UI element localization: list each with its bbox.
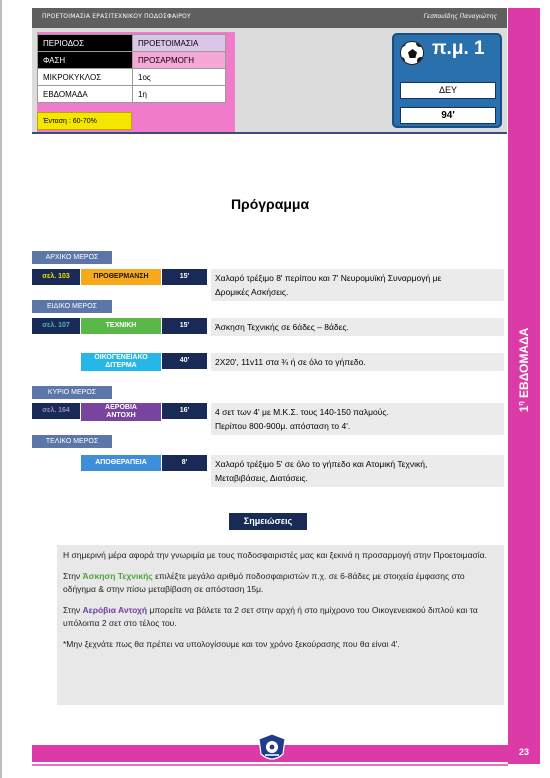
row-exercise-line: ΑΕΡΟΒΙΑ (105, 404, 137, 411)
header-divider (32, 132, 507, 134)
soccer-ball-icon (400, 41, 424, 65)
note-highlight: Άσκηση Τεχνικής (82, 571, 153, 581)
row-exercise (81, 353, 161, 371)
notes-box (57, 545, 504, 705)
row-duration: 15' (162, 318, 207, 334)
info-row-week (38, 86, 226, 103)
week-value: 1η (133, 86, 226, 103)
row-duration: 15' (162, 269, 207, 285)
row-description-line: Δρομικές Ασκήσεις. (215, 287, 289, 297)
period-label: ΠΕΡΙΟΔΟΣ (38, 35, 133, 52)
row-description-line: Χαλαρό τρέξιμο 8' περίπου και 7' Νευρομυϊκή Συναρμογή με (215, 273, 442, 283)
row-ref: σελ. 164 (32, 403, 80, 419)
section-final: ΤΕΛΙΚΟ ΜΕΡΟΣ (32, 435, 112, 448)
note-paragraph: Η σημερινή μέρα αφορά την γνωριμία με τους ποδοσφαιριστές μας και ξεκινά η προσαρμογή στην Προετοιμασία. (63, 550, 487, 560)
row-exercise: ΤΕΧΝΙΚΗ (81, 318, 161, 334)
row-description (211, 353, 504, 371)
row-description (211, 269, 504, 301)
section-warmup: ΑΡΧΙΚΟ ΜΕΡΟΣ (32, 251, 112, 264)
row-description-line: Χαλαρό τρέξιμο 5' σε όλο το γήπεδο και Ατομική Τεχνική, (215, 459, 428, 469)
intensity-badge: Ένταση : 60-70% (37, 112, 132, 130)
row-description (211, 318, 504, 336)
page-number: 23 (508, 740, 540, 764)
note-paragraph: *Μην ξεχνάτε πως θα πρέπει να υπολογίσουμε και τον χρόνο ξεκούρασης που θα είναι 4'. (63, 639, 400, 649)
info-row-period (38, 35, 226, 52)
session-day: ΔΕΥ (400, 82, 496, 99)
period-value: ΠΡΟΕΤΟΙΜΑΣΙΑ (133, 35, 226, 52)
section-main: ΚΥΡΙΟ ΜΕΡΟΣ (32, 386, 112, 399)
header-author: Γεσπουϊδης Παναγιώτης (423, 13, 497, 20)
session-card (392, 33, 502, 128)
row-ref: σελ. 107 (32, 318, 80, 334)
row-exercise (81, 403, 161, 421)
row-exercise: ΑΠΟΘΕΡΑΠΕΙΑ (81, 455, 161, 471)
note-paragraph: Στην Αερόβια Αντοχή μπορείτε να βάλετε τα 2 σετ στην αρχή ή στο ημίχρονο του Οικογενειακού διπλού και τα υπόλοιπα 2 σετ στο τέλος του. (63, 605, 478, 628)
row-exercise-line: ΑΝΤΟΧΗ (106, 412, 136, 419)
row-duration: 40' (162, 353, 207, 369)
info-table (37, 34, 226, 103)
section-specific: ΕΙΔΙΚΟ ΜΕΡΟΣ (32, 300, 112, 313)
info-row-micro (38, 69, 226, 86)
header-title: ΠΡΟΕΤΟΙΜΑΣΙΑ ΕΡΑΣΙΤΕΧΝΙΚΟΥ ΠΟΔΟΣΦΑΙΡΟΥ (42, 13, 191, 20)
week-side-label: $1^\eta$ ΕΒΔΟΜΑΔΑ (517, 327, 531, 413)
row-description-line: Περίπου 800-900μ. απόσταση το 4'. (215, 421, 351, 431)
note-paragraph: Στην Άσκηση Τεχνικής επιλέξτε μεγάλο αριθμό ποδοσφαιριστών π.χ. σε 6-8άδες με στοιχεία έμφασης στο οδήγημα & στην πίσω μεταβίβαση σε απόσταση 15μ. (63, 571, 465, 594)
info-row-phase (38, 52, 226, 69)
notes-title: Σημειώσεις (229, 513, 307, 530)
row-description (211, 455, 504, 487)
program-title: Πρόγραμμα (230, 196, 310, 212)
page-edge (0, 0, 2, 778)
club-crest-icon (256, 733, 288, 765)
header-bar (32, 8, 507, 28)
row-description-line: 4 σετ των 4' με Μ.Κ.Σ. τους 140-150 παλμούς. (215, 407, 389, 417)
week-label: ΕΒΔΟΜΑΔΑ (38, 86, 133, 103)
phase-value: ΠΡΟΣΑΡΜΟΓΗ (133, 52, 226, 69)
row-description-line: Μεταβιβάσεις, Διατάσεις. (215, 473, 308, 483)
row-duration: 16' (162, 403, 207, 419)
row-exercise-line: ΔΙΤΕΡΜΑ (105, 362, 137, 369)
micro-value: 1ος (133, 69, 226, 86)
note-highlight: Αερόβια Αντοχή (82, 605, 148, 615)
row-description-line: 2Χ20', 11v11 στα ¾ ή σε όλο το γήπεδο. (215, 357, 366, 367)
session-duration: 94' (400, 107, 496, 124)
row-ref: σελ. 103 (32, 269, 80, 285)
row-exercise-line: ΟΙΚΟΓΕΝΕΙΑΚΟ (94, 354, 148, 361)
session-title: π.μ. 1 (432, 38, 485, 59)
row-duration: 8' (162, 455, 207, 471)
phase-label: ΦΑΣΗ (38, 52, 133, 69)
micro-label: ΜΙΚΡΟΚΥΚΛΟΣ (38, 69, 133, 86)
row-description (211, 403, 504, 435)
row-description-line: Άσκηση Τεχνικής σε 6άδες – 8άδες. (215, 322, 349, 332)
row-exercise: ΠΡΟΘΕΡΜΑΝΣΗ (81, 269, 161, 285)
